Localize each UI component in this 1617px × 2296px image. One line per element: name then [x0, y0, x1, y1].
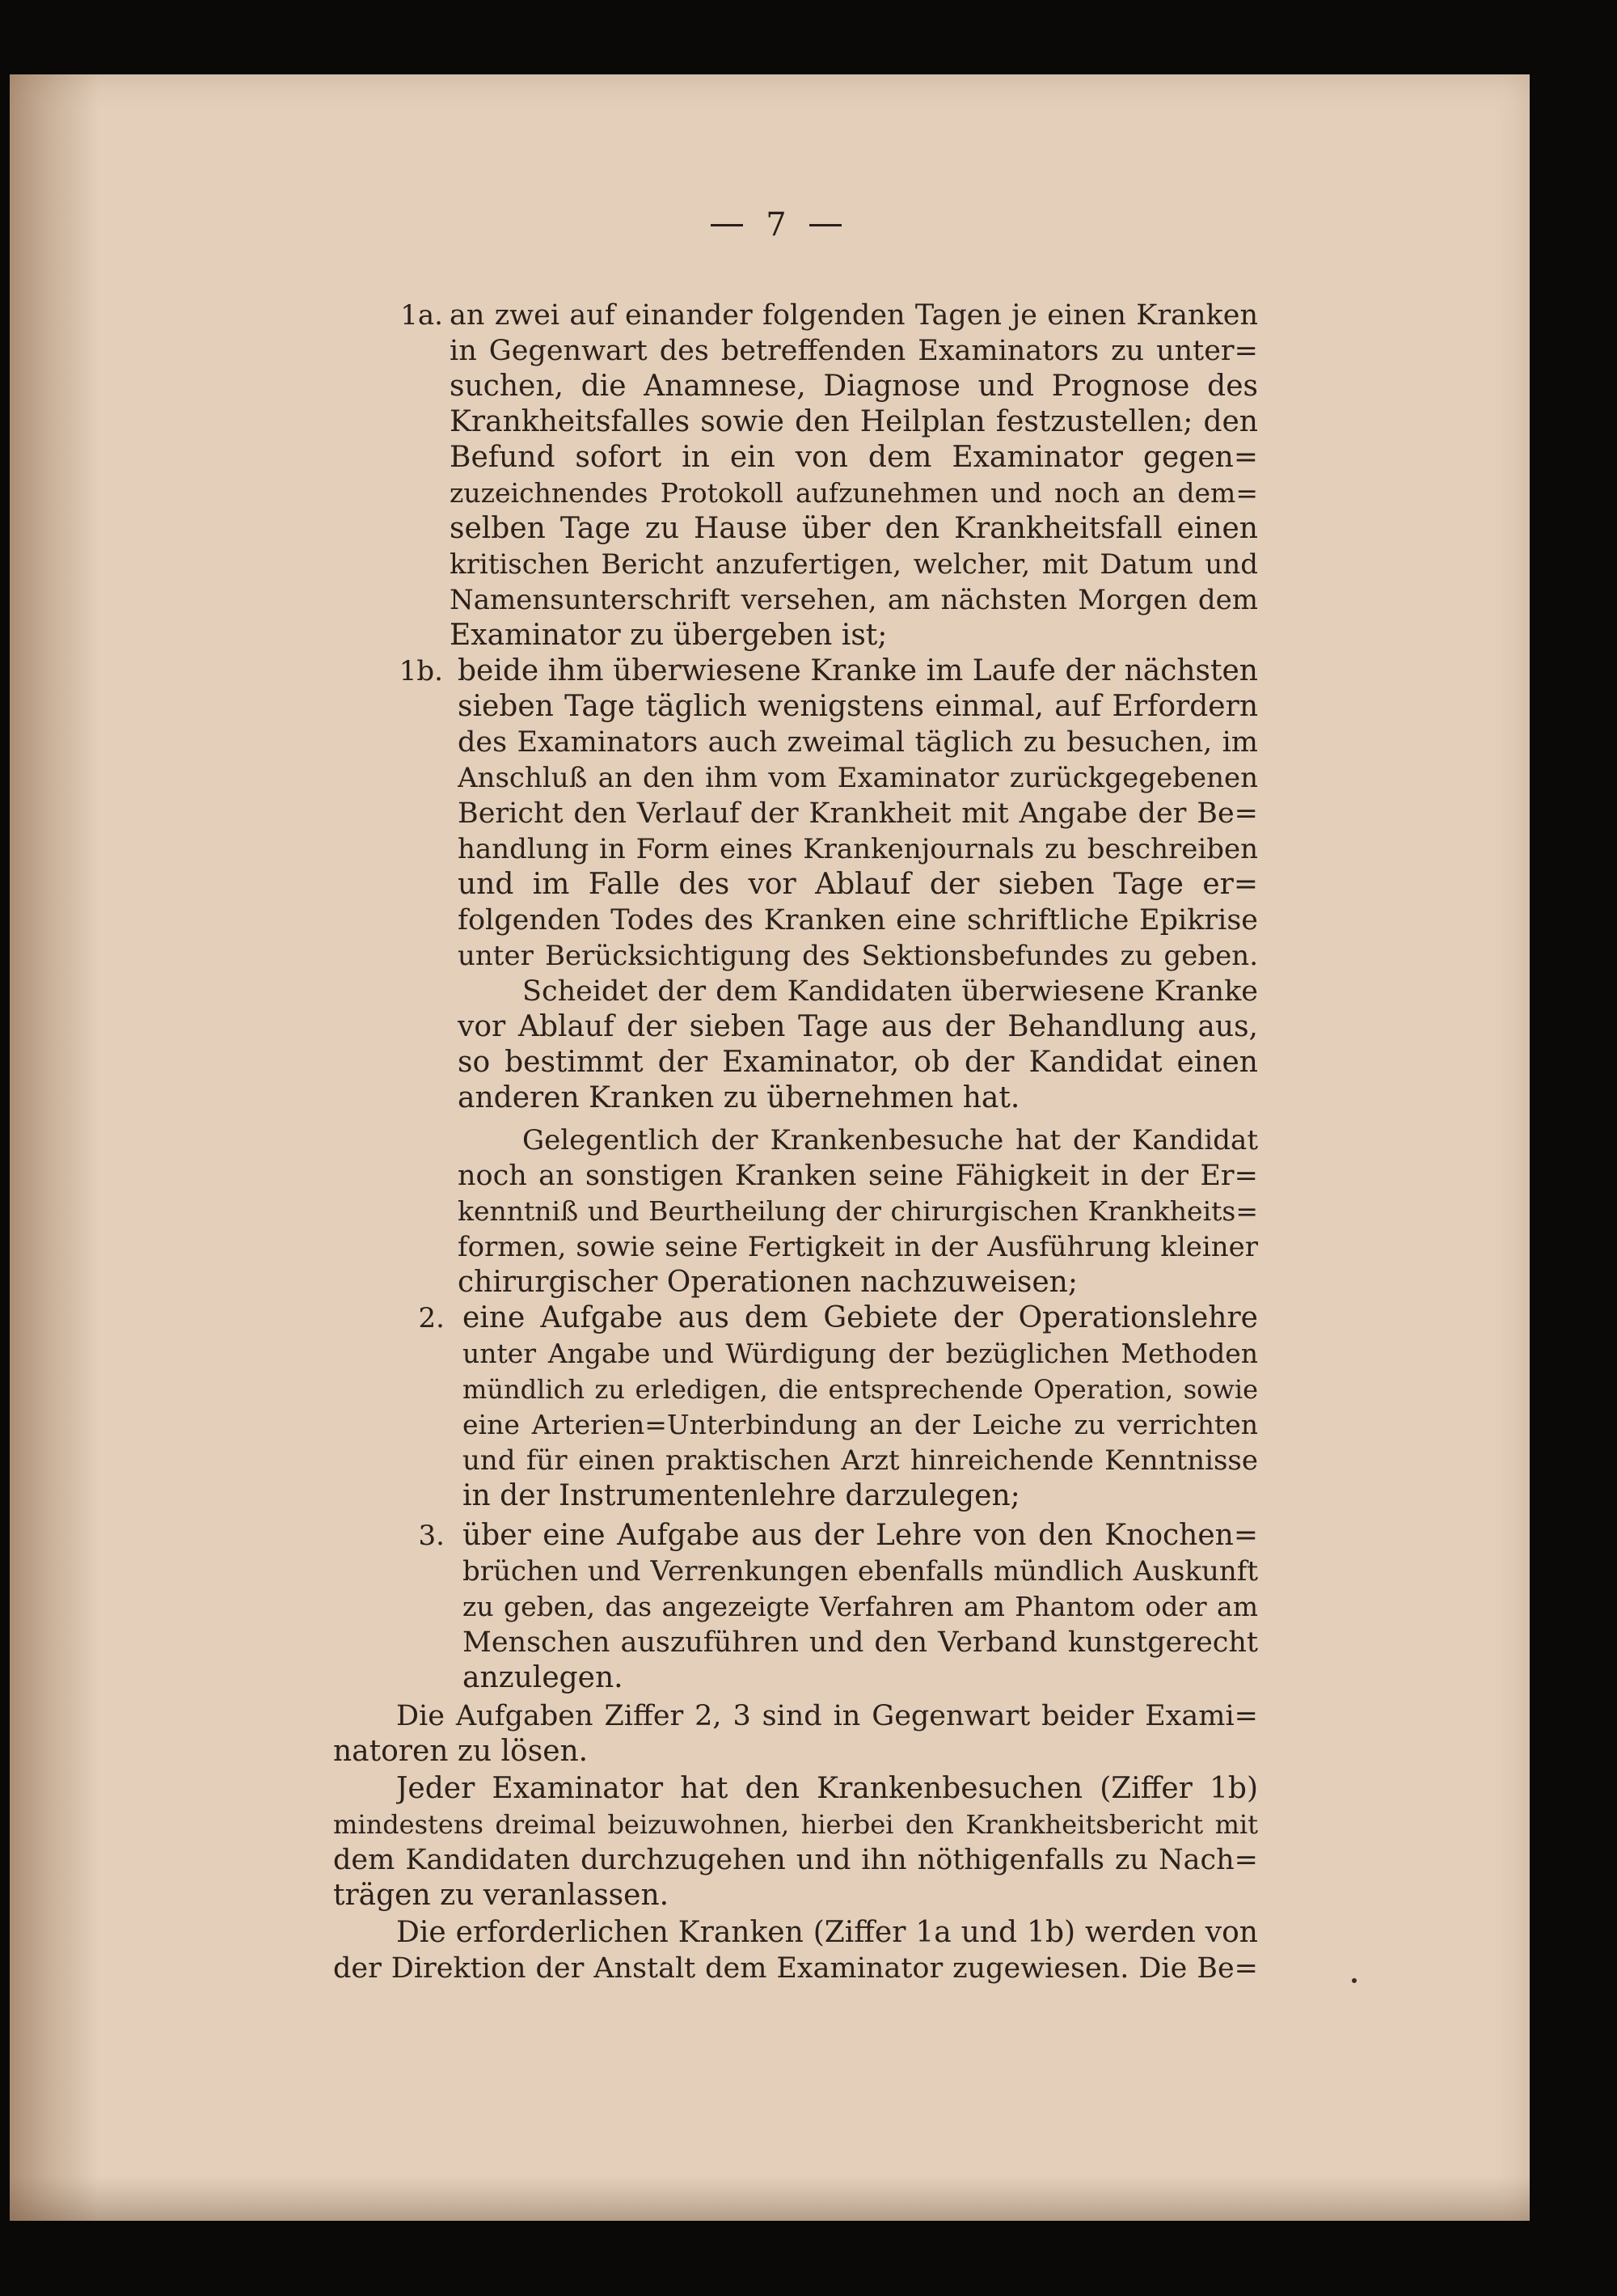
- text-line: handlung in Form eines Krankenjournals zu beschreiben: [458, 833, 1258, 865]
- text-line: Die Aufgaben Ziffer 2, 3 sind in Gegenwart beider Exami=: [396, 1700, 1258, 1732]
- ink-speck: [1352, 1978, 1357, 1983]
- text-line: anzulegen.: [462, 1661, 623, 1694]
- text-line: zu geben, das angezeigte Verfahren am Phantom oder am: [462, 1591, 1258, 1622]
- text-line: selben Tage zu Hause über den Krankheitsfall einen: [450, 512, 1258, 545]
- text-line: folgenden Todes des Kranken eine schriftliche Epikrise: [458, 904, 1258, 937]
- page-number-header: [679, 201, 873, 249]
- text-line: chirurgischer Operationen nachzuweisen;: [458, 1266, 1078, 1299]
- text-line: brüchen und Verrenkungen ebenfalls mündlich Auskunft: [462, 1555, 1258, 1588]
- item-marker-1b: 1b.: [399, 655, 443, 687]
- text-line: Anschluß an den ihm vom Examinator zurückgegebenen: [458, 762, 1258, 794]
- text-line: unter Angabe und Würdigung der bezüglichen Methoden: [462, 1338, 1258, 1369]
- text-line: vor Ablauf der sieben Tage aus der Behandlung aus,: [458, 1010, 1258, 1043]
- text-line: noch an sonstigen Kranken seine Fähigkeit in der Er=: [458, 1160, 1258, 1192]
- text-line: mündlich zu erledigen, die entsprechende Operation, sowie: [462, 1374, 1258, 1405]
- text-line: natoren zu lösen.: [333, 1735, 589, 1768]
- text-line: Scheidet der dem Kandidaten überwiesene Kranke: [522, 975, 1258, 1008]
- text-line: der Direktion der Anstalt dem Examinator zugewiesen. Die Be=: [333, 1952, 1258, 1985]
- text-line: Gelegentlich der Krankenbesuche hat der Kandidat: [522, 1124, 1258, 1156]
- page-number-dash-left: [711, 224, 743, 226]
- text-line: anderen Kranken zu übernehmen hat.: [458, 1081, 1020, 1114]
- text-line: in Gegenwart des betreffenden Examinators zu unter=: [450, 335, 1258, 367]
- text-line: des Examinators auch zweimal täglich zu besuchen, im: [458, 726, 1258, 759]
- text-line: trägen zu veranlassen.: [333, 1879, 669, 1912]
- text-line: eine Arterien=Unterbindung an der Leiche zu verrichten: [462, 1409, 1258, 1440]
- text-line: kenntniß und Beurtheilung der chirurgischen Krankheits=: [458, 1195, 1258, 1227]
- text-line: in der Instrumentenlehre darzulegen;: [462, 1479, 1020, 1512]
- text-line: über eine Aufgabe aus der Lehre von den Knochen=: [462, 1519, 1258, 1552]
- text-line: kritischen Bericht anzufertigen, welcher, mit Datum und: [450, 548, 1258, 581]
- text-line: dem Kandidaten durchzugehen und ihn nöthigenfalls zu Nach=: [333, 1844, 1258, 1876]
- page-number-dash-right: [809, 224, 842, 226]
- text-line: formen, sowie seine Fertigkeit in der Ausführung kleiner: [458, 1231, 1258, 1263]
- text-line: unter Berücksichtigung des Sektionsbefundes zu geben.: [458, 940, 1258, 972]
- page-gutter-shadow: [10, 74, 99, 2221]
- text-line: so bestimmt der Examinator, ob der Kandidat einen: [458, 1046, 1258, 1079]
- item-marker-2: 2.: [418, 1302, 445, 1334]
- text-line: Jeder Examinator hat den Krankenbesuchen (Ziffer 1b): [396, 1772, 1258, 1805]
- item-marker-3: 3.: [418, 1520, 445, 1552]
- page-number: 7: [766, 206, 787, 243]
- text-line: beide ihm überwiesene Kranke im Laufe der nächsten: [458, 654, 1258, 687]
- text-line: suchen, die Anamnese, Diagnose und Prognose des: [450, 370, 1258, 403]
- text-line: Bericht den Verlauf der Krankheit mit Angabe der Be=: [458, 797, 1258, 830]
- page-bottom-shadow: [10, 2175, 1530, 2221]
- text-line: und im Falle des vor Ablauf der sieben Tage er=: [458, 868, 1258, 901]
- text-line: und für einen praktischen Arzt hinreichende Kenntnisse: [462, 1444, 1258, 1477]
- text-line: Examinator zu übergeben ist;: [450, 619, 888, 652]
- text-line: Menschen auszuführen und den Verband kunstgerecht: [462, 1626, 1258, 1659]
- text-line: an zwei auf einander folgenden Tagen je einen Kranken: [450, 299, 1258, 332]
- text-line: Namensunterschrift versehen, am nächsten Morgen dem: [450, 584, 1258, 616]
- text-line: Die erforderlichen Kranken (Ziffer 1a und 1b) werden von: [396, 1916, 1258, 1949]
- text-line: eine Aufgabe aus dem Gebiete der Operationslehre: [462, 1301, 1258, 1334]
- text-line: Krankheitsfalles sowie den Heilplan festzustellen; den: [450, 405, 1258, 438]
- text-line: zuzeichnendes Protokoll aufzunehmen und noch an dem=: [450, 477, 1258, 509]
- text-line: mindestens dreimal beizuwohnen, hierbei den Krankheitsbericht mit: [333, 1809, 1258, 1840]
- item-marker-1a: 1a.: [400, 299, 443, 332]
- text-line: sieben Tage täglich wenigstens einmal, auf Erfordern: [458, 690, 1258, 723]
- text-line: Befund sofort in ein von dem Examinator gegen=: [450, 441, 1258, 474]
